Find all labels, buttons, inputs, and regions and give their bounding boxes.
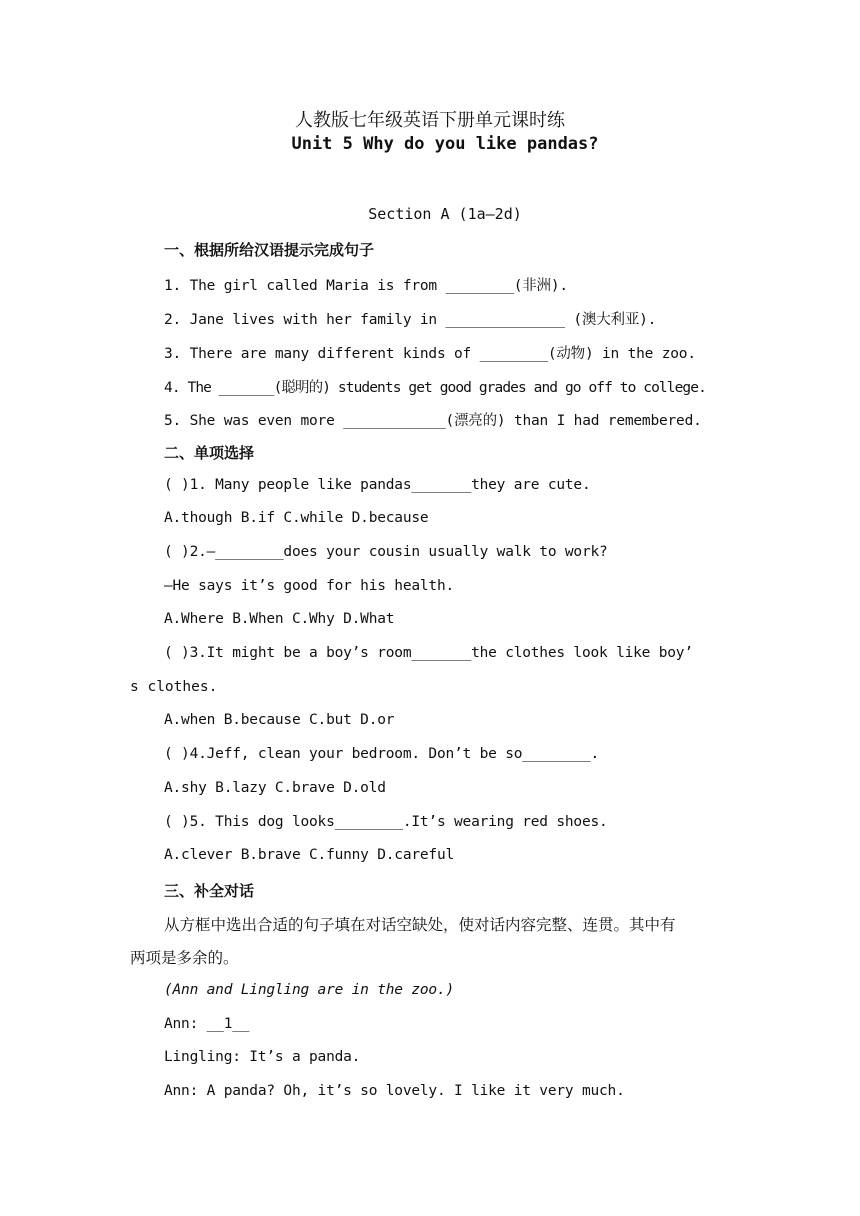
question-1: ( )1. Many people like pandas_______they are cute. xyxy=(164,477,591,493)
question-4-options: A.shy B.lazy C.brave D.old xyxy=(164,780,386,796)
part3-instruction-line2: 两项是多余的。 xyxy=(130,949,239,967)
document-title-cn: 人教版七年级英语下册单元课时练 xyxy=(295,110,565,131)
question-5-options: A.clever B.brave C.funny D.careful xyxy=(164,847,455,863)
question-2-options: A.Where B.When C.Why D.What xyxy=(164,611,395,627)
dialogue-scene: (Ann and Lingling are in the zoo.) xyxy=(164,982,455,998)
dialogue-line-2: Lingling: It’s a panda. xyxy=(164,1049,361,1065)
section-label: Section A (1a—2d) xyxy=(368,205,522,223)
question-2: ( )2.—________does your cousin usually walk to work? xyxy=(164,544,608,560)
dialogue-line-3: Ann: A panda? Oh, it’s so lovely. I like it very much. xyxy=(164,1083,625,1099)
question-2-reply: —He says it’s good for his health. xyxy=(164,578,455,594)
question-3-options: A.when B.because C.but D.or xyxy=(164,712,395,728)
document-title-en: Unit 5 Why do you like pandas? xyxy=(291,134,599,154)
dialogue-line-1: Ann: __1__ xyxy=(164,1016,250,1032)
part2-heading: 二、单项选择 xyxy=(164,444,255,462)
part1-item-3: 3. There are many different kinds of ________(动物) in the zoo. xyxy=(164,346,696,362)
question-3-continued: s clothes. xyxy=(130,679,218,695)
part1-item-2: 2. Jane lives with her family in ______________ (澳大利亚). xyxy=(164,312,657,328)
question-4: ( )4.Jeff, clean your bedroom. Don’t be so________. xyxy=(164,746,600,762)
part1-item-5: 5. She was even more ____________(漂亮的) than I had remembered. xyxy=(164,413,702,429)
part3-instruction-line1: 从方框中选出合适的句子填在对话空缺处，使对话内容完整、连贯。其中有 xyxy=(164,916,676,934)
part1-item-4: 4. The _______(聪明的) students get good grades and go off to college. xyxy=(164,380,706,396)
part3-heading: 三、补全对话 xyxy=(164,882,255,900)
question-3: ( )3.It might be a boy’s room_______the clothes look like boy’ xyxy=(164,645,693,661)
question-5: ( )5. This dog looks________.It’s wearing red shoes. xyxy=(164,814,608,830)
part1-item-1: 1. The girl called Maria is from ________(非洲). xyxy=(164,278,568,294)
part1-heading: 一、根据所给汉语提示完成句子 xyxy=(164,241,375,259)
question-1-options: A.though B.if C.while D.because xyxy=(164,510,429,526)
